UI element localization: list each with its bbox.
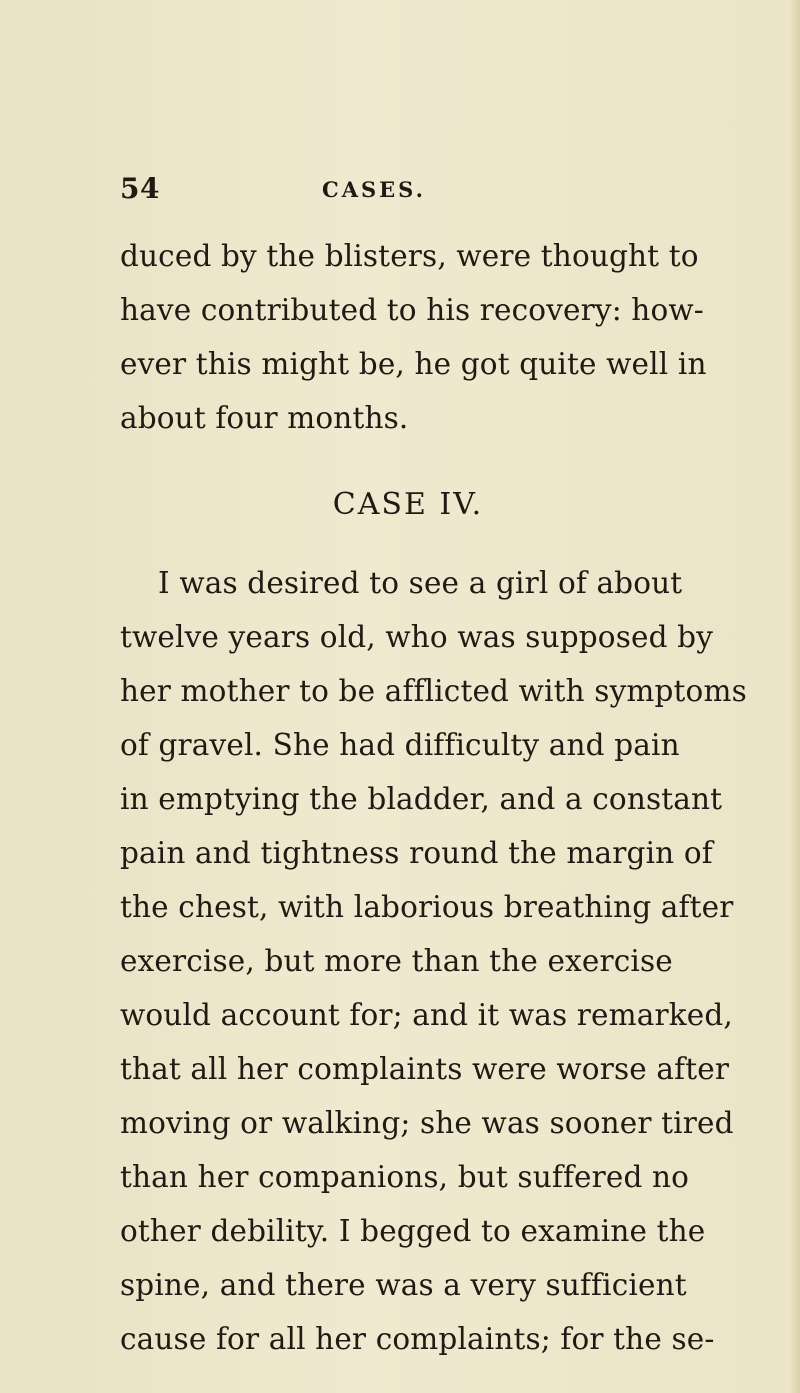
text-line: I was desired to see a girl of about (158, 566, 683, 600)
text-line: moving or walking; she was sooner tired (120, 1106, 734, 1140)
text-line: exercise, but more than the exercise (120, 944, 673, 978)
text-line: ever this might be, he got quite well in (120, 347, 707, 381)
text-line: than her companions, but suffered no (120, 1160, 690, 1194)
text-line: cause for all her complaints; for the se- (120, 1322, 715, 1356)
text-line: spine, and there was a very sufficient (120, 1268, 687, 1302)
running-head: CASES. (322, 177, 426, 202)
text-line: twelve years old, who was supposed by (120, 620, 714, 654)
page-number: 54 (120, 172, 160, 205)
text-line: pain and tightness round the margin of (120, 836, 713, 870)
text-line: of gravel. She had difficulty and pain (120, 728, 680, 762)
text-line: other debility. I begged to examine the (120, 1214, 706, 1248)
text-line: in emptying the bladder, and a constant (120, 782, 723, 816)
text-line: duced by the blisters, were thought to (120, 239, 699, 273)
text-line: have contributed to his recovery: how- (120, 293, 704, 327)
text-line: would account for; and it was remarked, (120, 998, 733, 1032)
section-heading: CASE IV. (332, 487, 484, 522)
text-line: about four months. (120, 401, 409, 435)
text-line: that all her complaints were worse after (120, 1052, 730, 1086)
text-line: the chest, with laborious breathing after (120, 890, 734, 924)
text-line: her mother to be afflicted with symptoms (120, 674, 747, 708)
